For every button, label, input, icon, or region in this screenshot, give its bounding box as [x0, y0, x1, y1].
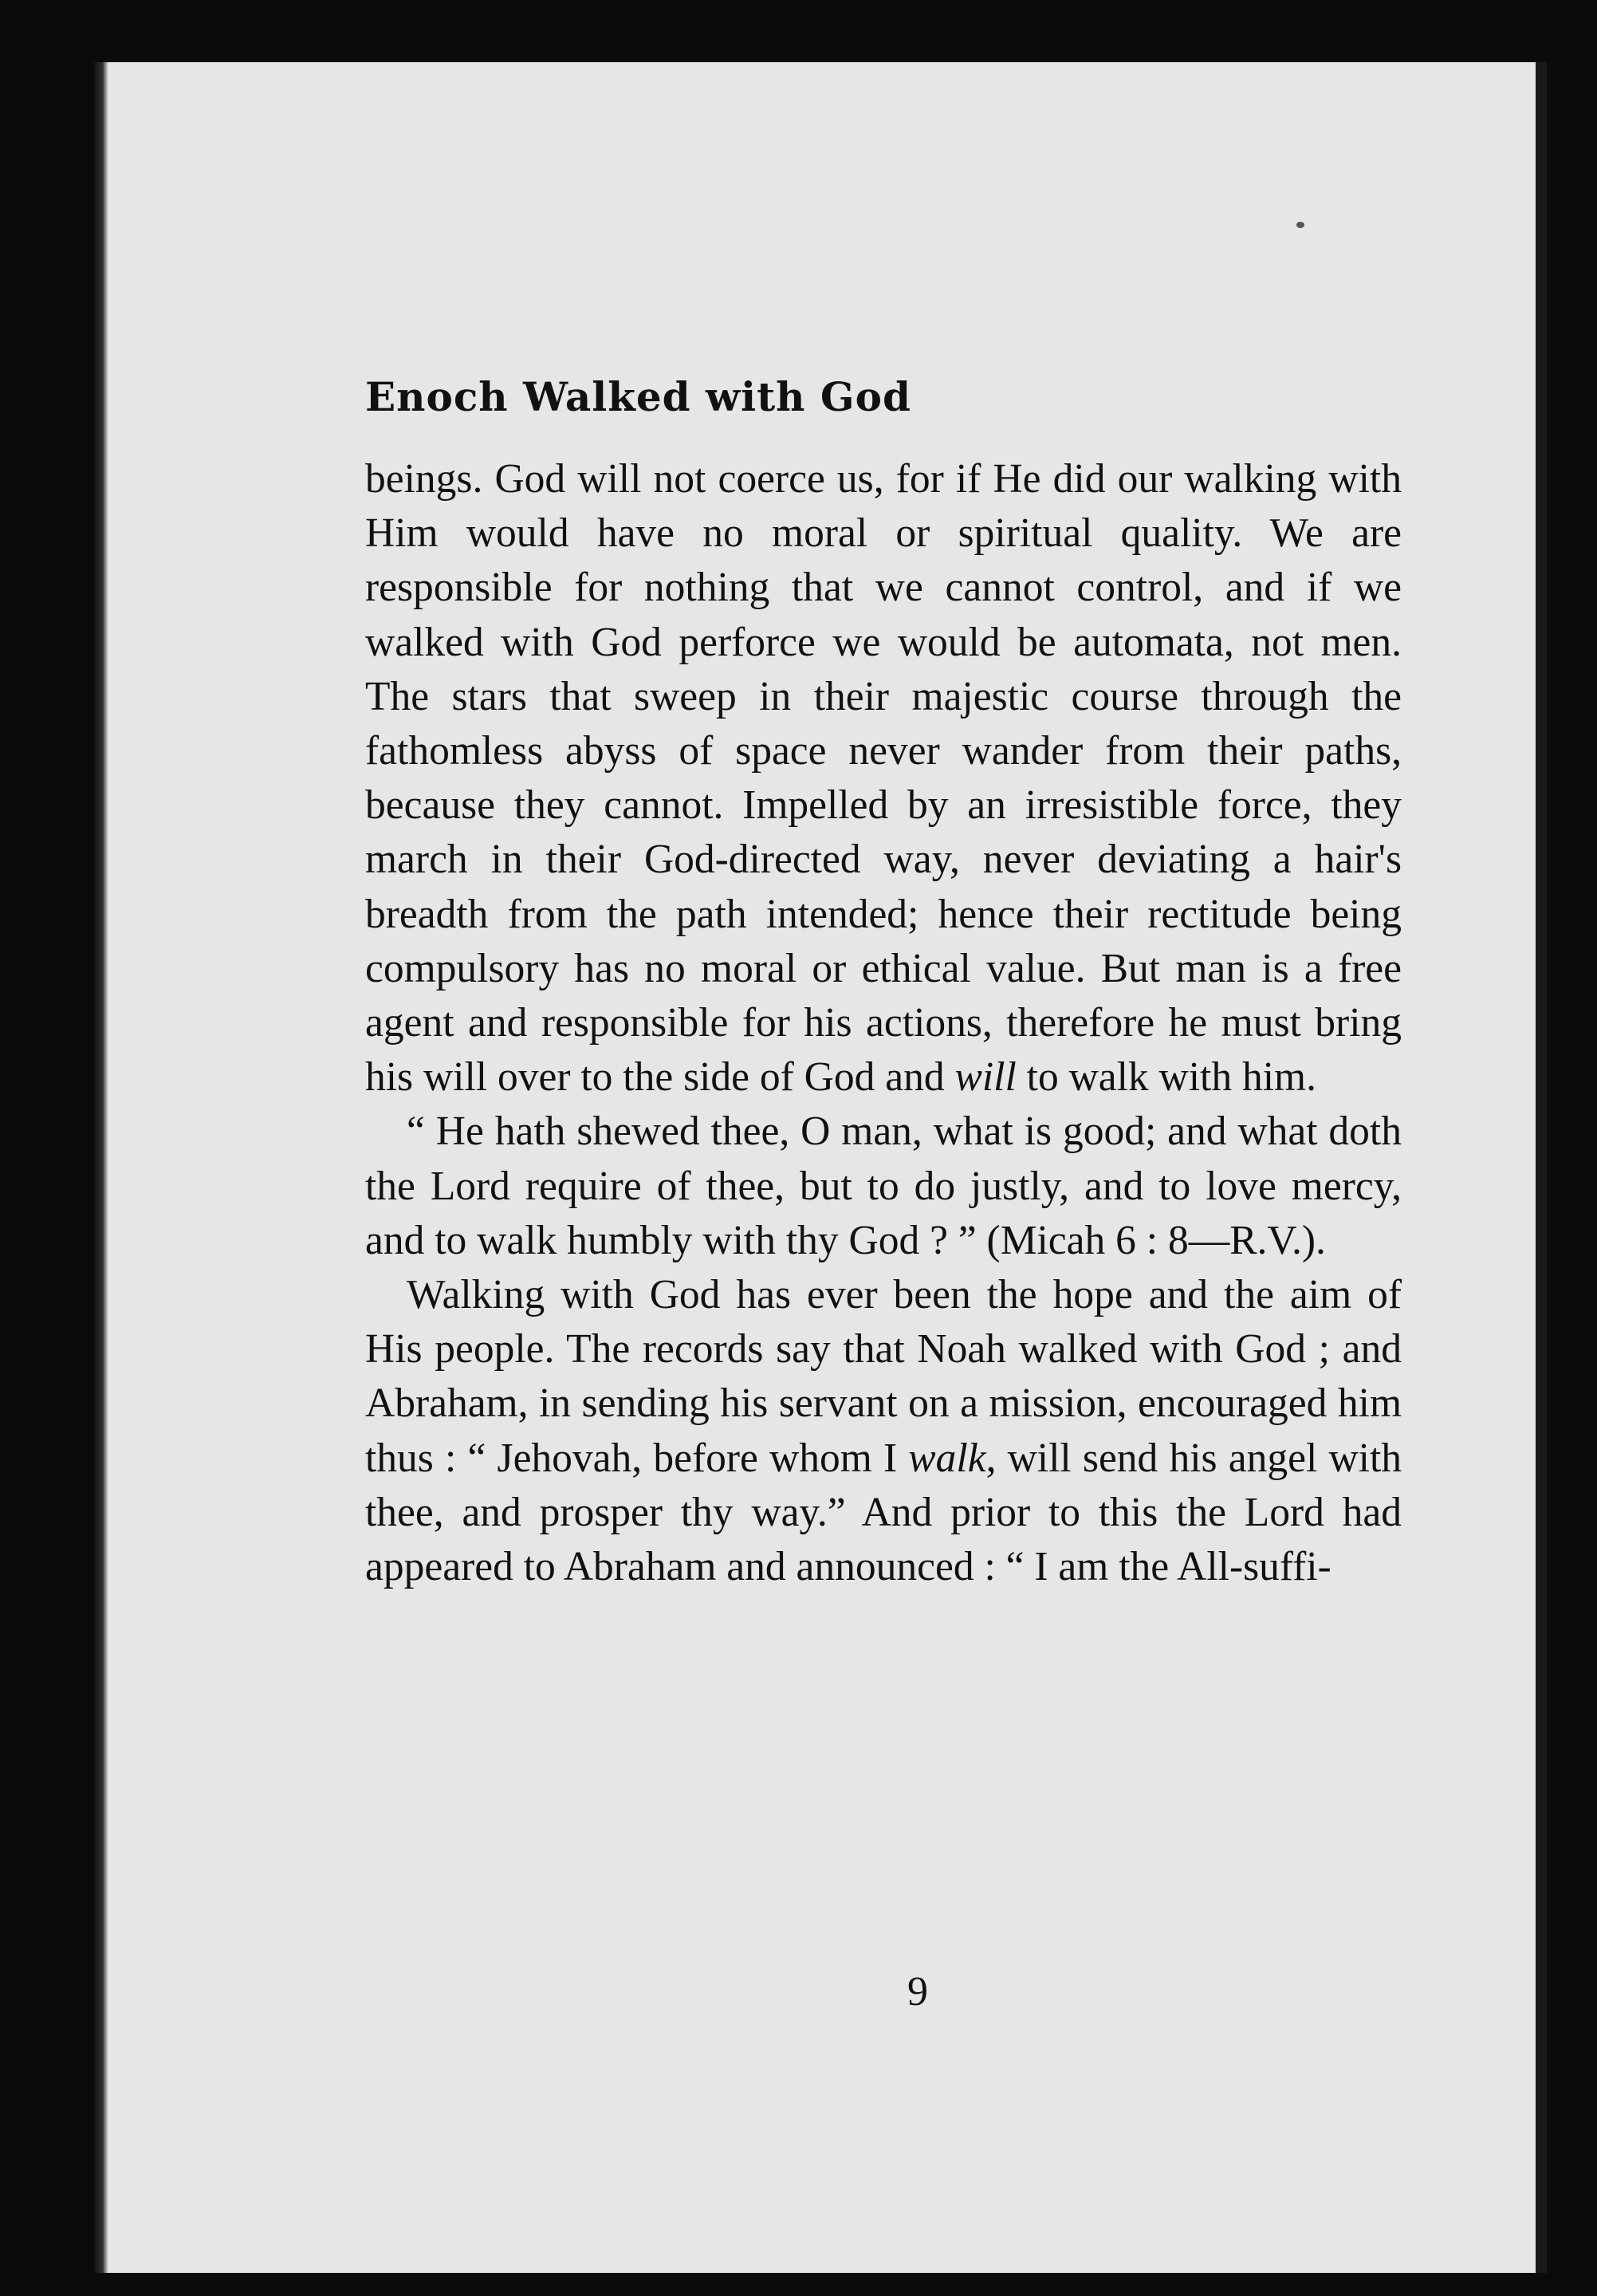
running-head: Enoch Walked with God — [365, 373, 911, 420]
text-run: “ He hath shewed thee, O man, what is good; and what doth the Lord require of thee, but to do justly, and to love mercy, and to walk humbly with thy God ? ” (Micah 6 : 8—R.V.). — [365, 1109, 1402, 1263]
text-run: beings. God will not coerce us, for if He did our walking with Him would have no moral or spiritual quality. We are responsible for nothing that we cannot control, and if we walked with God perforce we would be automata, not men. The stars that sweep in their majestic course through the fathomless abyss of space never wander from their paths, because they cannot. Impelled by an irresistible force, they march in their God-directed way, never deviating a hair's breadth from the path intended; hence their rectitude being compulsory has no moral or ethical value. But man is a free agent and responsible for his actions, therefore he must bring his will over to the side of God and — [365, 456, 1402, 1101]
text-block — [365, 373, 1402, 1594]
binding-gutter — [94, 62, 108, 2273]
italic-run: walk — [908, 1435, 986, 1481]
page-number: 9 — [907, 1969, 928, 2014]
paper-sheet — [94, 62, 1547, 2273]
paragraph-1 — [365, 452, 1402, 1105]
paragraph-2 — [365, 1105, 1402, 1268]
text-run: , will send his angel with thee, and prosper thy way.” And prior to this the Lord had appeared to Abraham and announced : “ I am the All-suffi- — [365, 1435, 1402, 1590]
text-run: Walking with God has ever been the hope and the aim of His people. The records say that Noah walked with God ; and Abraham, in sending his servant on a mission, encouraged him thus : “ Jehovah, before whom I — [365, 1272, 1402, 1481]
text-run: to walk with him. — [1016, 1054, 1316, 1101]
italic-run: will — [954, 1054, 1017, 1101]
page-edge — [1536, 62, 1547, 2273]
paragraph-3 — [365, 1268, 1402, 1594]
ink-speck — [1296, 222, 1304, 228]
